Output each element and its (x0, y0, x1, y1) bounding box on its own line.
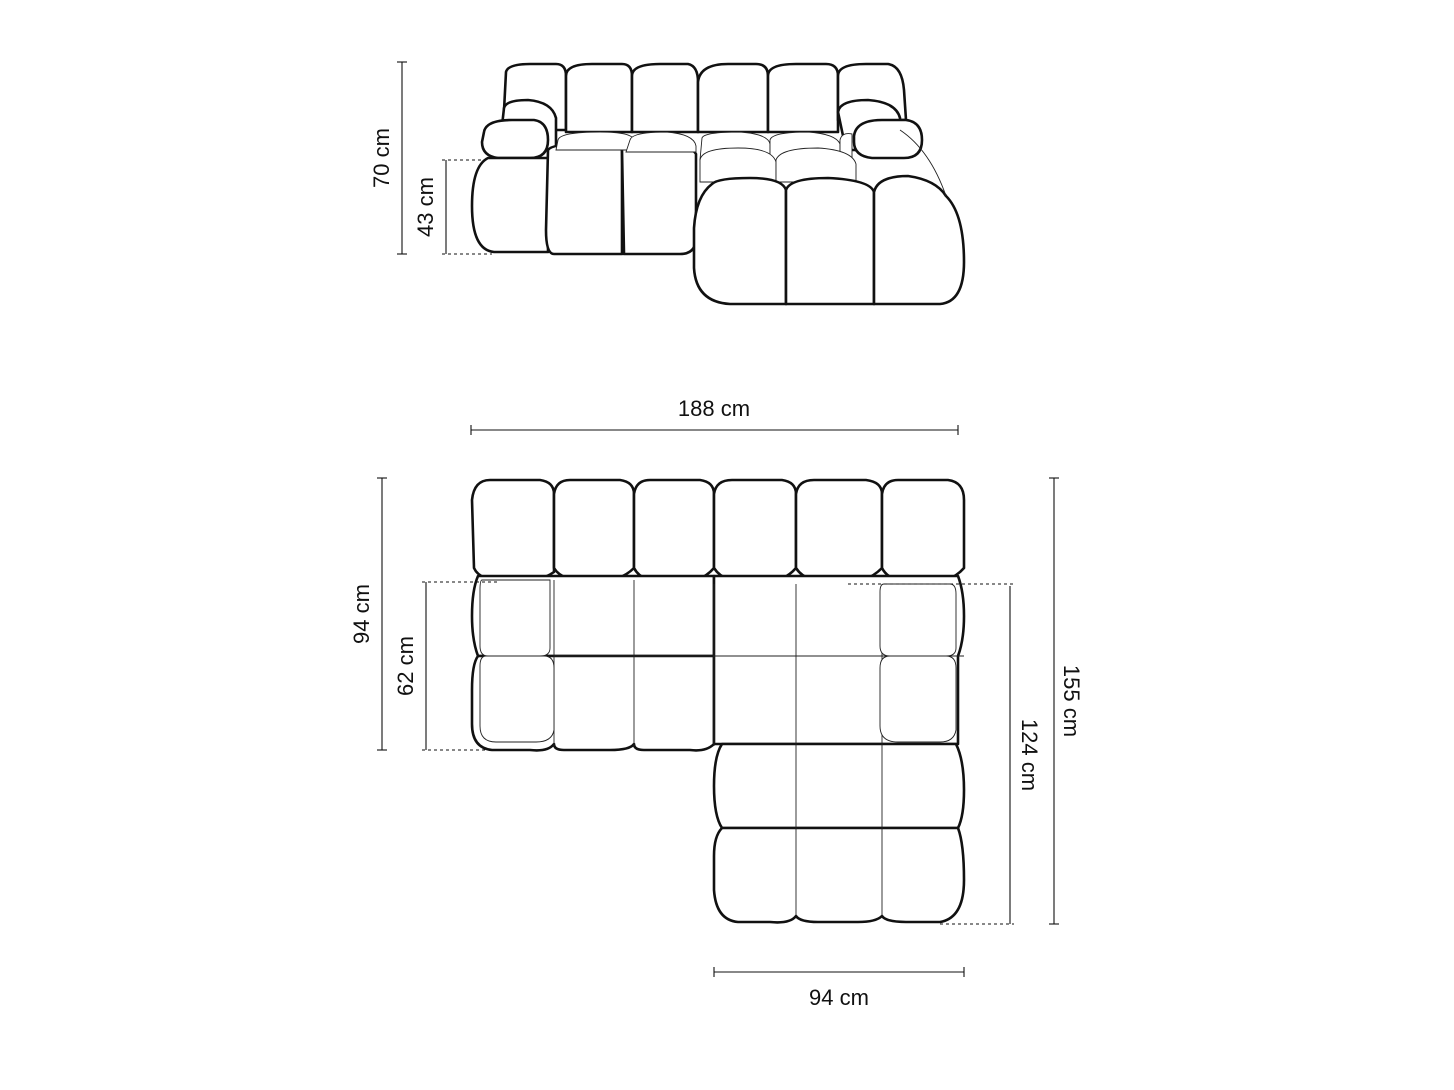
top-back-cushion-1 (472, 480, 554, 582)
front-view-sofa (472, 64, 964, 304)
top-right-arm-1 (880, 584, 956, 656)
back-cushion-4 (698, 64, 768, 132)
top-left-arm-2 (480, 656, 554, 742)
left-armrest-front (482, 120, 548, 158)
top-back-cushion-5 (796, 480, 882, 584)
top-chaise-row-2 (714, 828, 964, 922)
back-cushion-5 (768, 64, 838, 132)
width-total-label: 188 cm (677, 396, 751, 421)
top-back-cushion-3 (634, 480, 714, 584)
top-left-arm-1 (480, 580, 550, 656)
seat-top-row-mid (626, 132, 696, 152)
seat-depth-left-label: 62 cm (393, 636, 418, 696)
height-total-label: 70 cm (369, 128, 394, 188)
seat-depth-chaise-label: 124 cm (1017, 718, 1042, 792)
chaise-front-block-2 (786, 178, 874, 304)
left-seat-block-2 (546, 144, 622, 254)
chaise-front-block-1 (694, 178, 786, 304)
depth-left-label: 94 cm (349, 584, 374, 644)
chaise-front-block-3 (874, 176, 964, 304)
chaise-mid-seat-1 (700, 148, 776, 182)
top-back-cushion-2 (554, 480, 634, 582)
chaise-mid-seat-2 (776, 148, 856, 182)
top-back-cushion-4 (714, 480, 796, 584)
width-chaise-label: 94 cm (809, 985, 869, 1010)
top-chaise-row-1 (714, 744, 964, 828)
depth-total-label: 155 cm (1059, 664, 1084, 738)
top-right-arm-2 (880, 656, 956, 742)
seat-top-row-left (556, 132, 634, 150)
back-cushion-2 (566, 64, 632, 132)
seat-height-label: 43 cm (413, 177, 438, 237)
left-seat-block (472, 158, 548, 252)
left-seat-block-3 (622, 144, 696, 254)
back-cushion-3 (632, 64, 698, 132)
top-back-cushion-6 (882, 480, 964, 584)
top-view-sofa (472, 480, 964, 922)
